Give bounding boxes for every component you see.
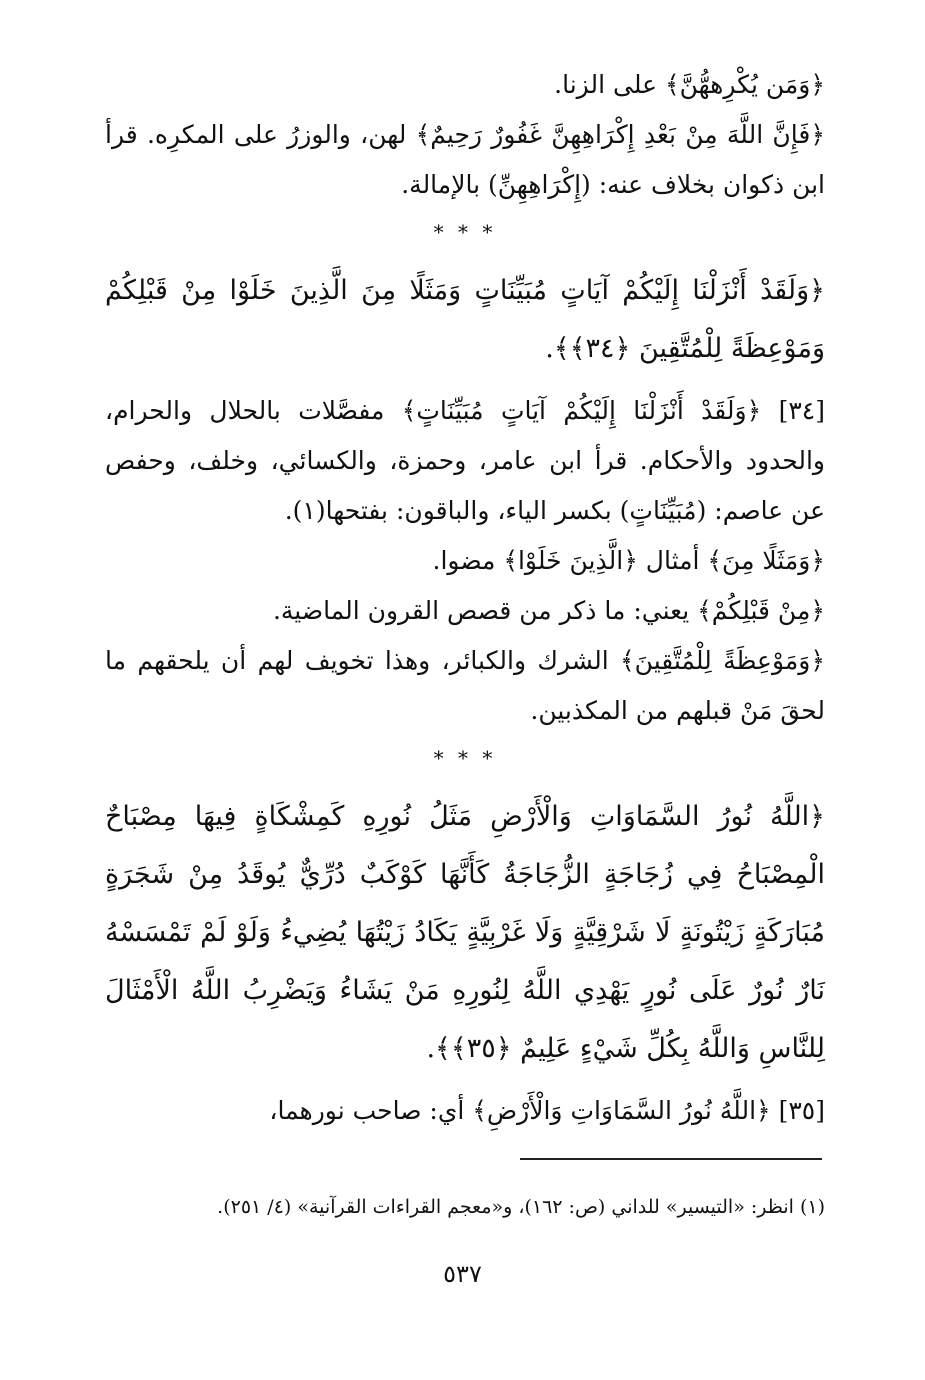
footnote: (١) انظر: «التيسير» للداني (ص: ١٦٢)، و«معجم القراءات القرآنية» (٤/ ٢٥١). — [217, 1196, 825, 1218]
section-separator-1: * * * — [433, 220, 497, 244]
commentary-34-mawizah: ﴿وَمَوْعِظَةً لِلْمُتَّقِينَ﴾ الشرك والكبائر، وهذا تخويف لهم أن يلحقهم ما لحقَ مَنْ قبلهم من المكذبين. — [105, 646, 825, 725]
commentary-35: [٣٥] ﴿اللَّهُ نُورُ السَّمَاوَاتِ وَالْأَرْضِ﴾ أي: صاحب نورهما، — [269, 1096, 825, 1125]
quran-verse-34: ﴿وَلَقَدْ أَنْزَلْنَا إِلَيْكُمْ آيَاتٍ مُبَيِّنَاتٍ وَمَثَلًا مِنَ الَّذِينَ خَلَوْا مِنْ قَبْلِكُمْ وَمَوْعِظَةً لِلْمُتَّقِينَ ﴿٣٤﴾﴾. — [105, 275, 825, 364]
footnote-divider — [520, 1158, 822, 1160]
text-paragraph-2: ﴿فَإِنَّ اللَّهَ مِنْ بَعْدِ إِكْرَاهِهِنَّ غَفُورٌ رَحِيمٌ﴾ لهن، والوزرُ على المكرِه. قرأ ابن ذكوان بخلاف عنه: (إِكْرَاهِهِنِّ) بالإمالة. — [105, 120, 825, 199]
text-line-1: ﴿وَمَن يُكْرِههُّنَّ﴾ على الزنا. — [554, 70, 825, 99]
commentary-34: [٣٤] ﴿وَلَقَدْ أَنْزَلْنَا إِلَيْكُمْ آيَاتٍ مُبَيِّنَاتٍ﴾ مفصَّلات بالحلال والحرام، والحدود والأحكام. قرأ ابن عامر، وحمزة، والكسائي، وخلف، وحفص عن عاصم: (مُبَيِّنَاتٍ) بكسر الياء، والباقون: بفتحها(١). — [105, 396, 825, 525]
page-body — [105, 60, 825, 1136]
quran-verse-35: ﴿اللَّهُ نُورُ السَّمَاوَاتِ وَالْأَرْضِ مَثَلُ نُورِهِ كَمِشْكَاةٍ فِيهَا مِصْبَاحٌ الْمِصْبَاحُ فِي زُجَاجَةٍ الزُّجَاجَةُ كَأَنَّهَا كَوْكَبٌ دُرِّيٌّ يُوقَدُ مِنْ شَجَرَةٍ مُبَارَكَةٍ زَيْتُونَةٍ لَا شَرْقِيَّةٍ وَلَا غَرْبِيَّةٍ يَكَادُ زَيْتُهَا يُضِيءُ وَلَوْ لَمْ تَمْسَسْهُ نَارٌ نُورٌ عَلَى نُورٍ يَهْدِي اللَّهُ لِنُورِهِ مَنْ يَشَاءُ وَيَضْرِبُ اللَّهُ الْأَمْثَالَ لِلنَّاسِ وَاللَّهُ بِكُلِّ شَيْءٍ عَلِيمٌ ﴿٣٥﴾﴾. — [105, 801, 825, 1064]
page-number: ٥٣٧ — [443, 1260, 482, 1288]
commentary-34-qablikum: ﴿مِنْ قَبْلِكُمْ﴾ يعني: ما ذكر من قصص القرون الماضية. — [272, 596, 825, 625]
commentary-34-mathal: ﴿وَمَثَلًا مِنَ﴾ أمثال ﴿الَّذِينَ خَلَوْا﴾ مضوا. — [432, 546, 825, 575]
section-separator-2: * * * — [433, 746, 497, 770]
